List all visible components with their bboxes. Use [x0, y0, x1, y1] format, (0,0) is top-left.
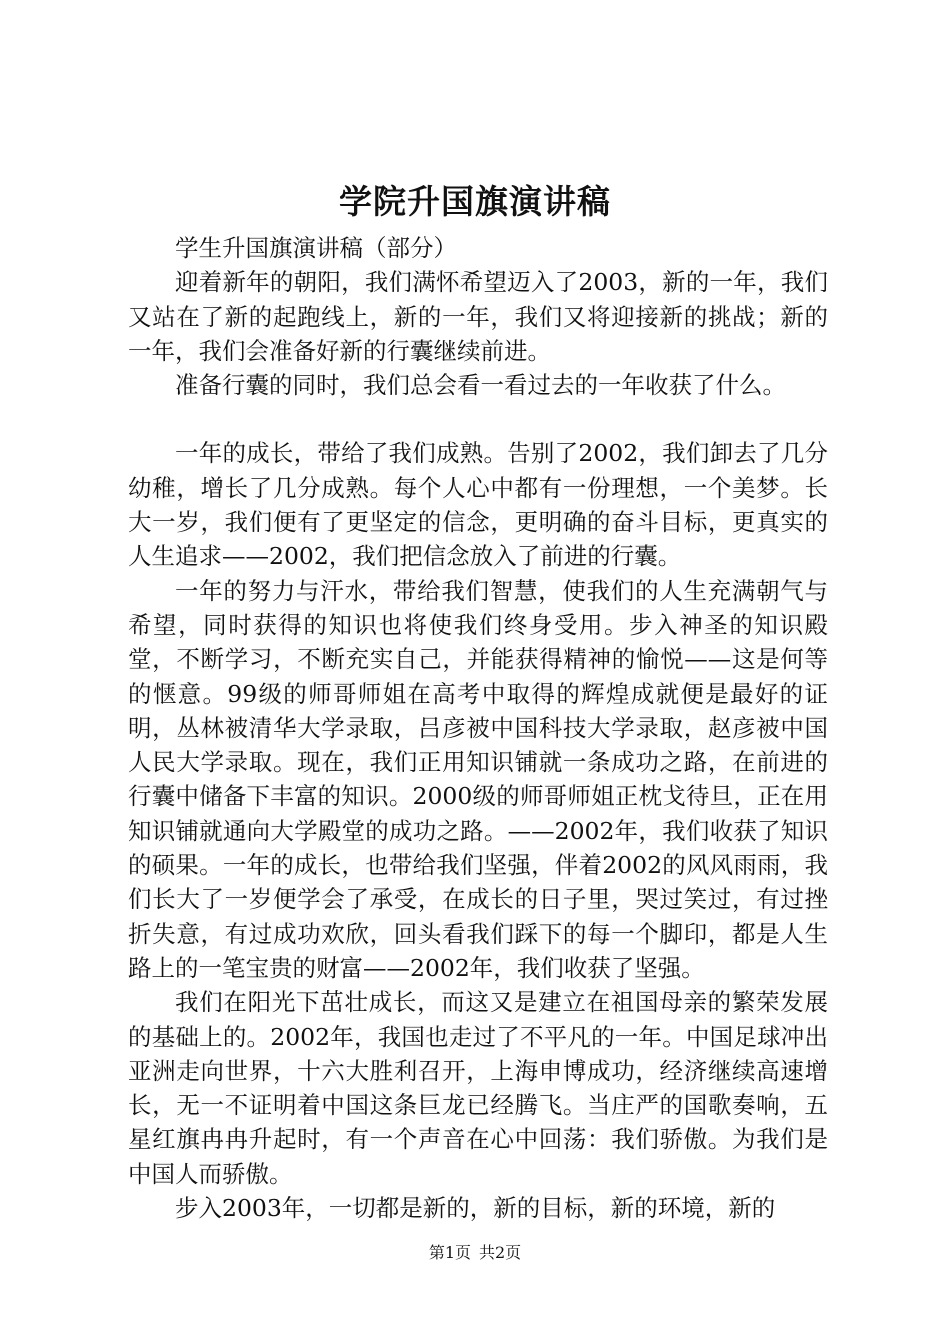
- body-paragraph: 一年的努力与汗水，带给我们智慧，使我们的人生充满朝气与希望，同时获得的知识也将使我们终身受用。步入神圣的知识殿堂，不断学习，不断充实自己，并能获得精神的愉悦——这是何等的惬意。99级的师哥师姐在高考中取得的辉煌成就便是最好的证明，丛林被清华大学录取，吕彦被中国科技大学录取，赵彦被中国人民大学录取。现在，我们正用知识铺就一条成功之路，在前进的行囊中储备下丰富的知识。2000级的师哥师姐正枕戈待旦，正在用知识铺就通向大学殿堂的成功之路。——2002年，我们收获了知识的硕果。一年的成长，也带给我们坚强，伴着2002的风风雨雨，我们长大了一岁便学会了承受，在成长的日子里，哭过笑过，有过挫折失意，有过成功欢欣，回头看我们踩下的每一个脚印，都是人生路上的一笔宝贵的财富——2002年，我们收获了坚强。: [128, 576, 828, 982]
- page-title: 学院升国旗演讲稿: [339, 182, 611, 221]
- body-paragraph: 一年的成长，带给了我们成熟。告别了2002，我们卸去了几分幼稚，增长了几分成熟。每个人心中都有一份理想，一个美梦。长大一岁，我们便有了更坚定的信念，更明确的奋斗目标，更真实的人生追求——2002，我们把信念放入了前进的行囊。: [128, 439, 828, 571]
- body-paragraph: 步入2003年，一切都是新的，新的目标，新的环境，新的: [175, 1194, 776, 1223]
- body-paragraph: 准备行囊的同时，我们总会看一看过去的一年收获了什么。: [175, 371, 786, 400]
- document-body: [128, 231, 828, 1225]
- page-total: 共2页: [479, 1243, 522, 1262]
- page-number: 第1页: [428, 1243, 471, 1262]
- body-paragraph: 我们在阳光下茁壮成长，而这又是建立在祖国母亲的繁荣发展的基础上的。2002年，我国也走过了不平凡的一年。中国足球冲出亚洲走向世界，十六大胜利召开，上海申博成功，经济继续高速增长，无一不证明着中国这条巨龙已经腾飞。当庄严的国歌奏响，五星红旗冉冉升起时，有一个声音在心中回荡：我们骄傲。为我们是中国人而骄傲。: [128, 988, 828, 1188]
- page-footer: [0, 1243, 950, 1263]
- subtitle-paragraph: 学生升国旗演讲稿（部分）: [175, 234, 457, 262]
- body-paragraph: 迎着新年的朝阳，我们满怀希望迈入了2003，新的一年，我们又站在了新的起跑线上，新的一年，我们又将迎接新的挑战；新的一年，我们会准备好新的行囊继续前进。: [128, 268, 828, 365]
